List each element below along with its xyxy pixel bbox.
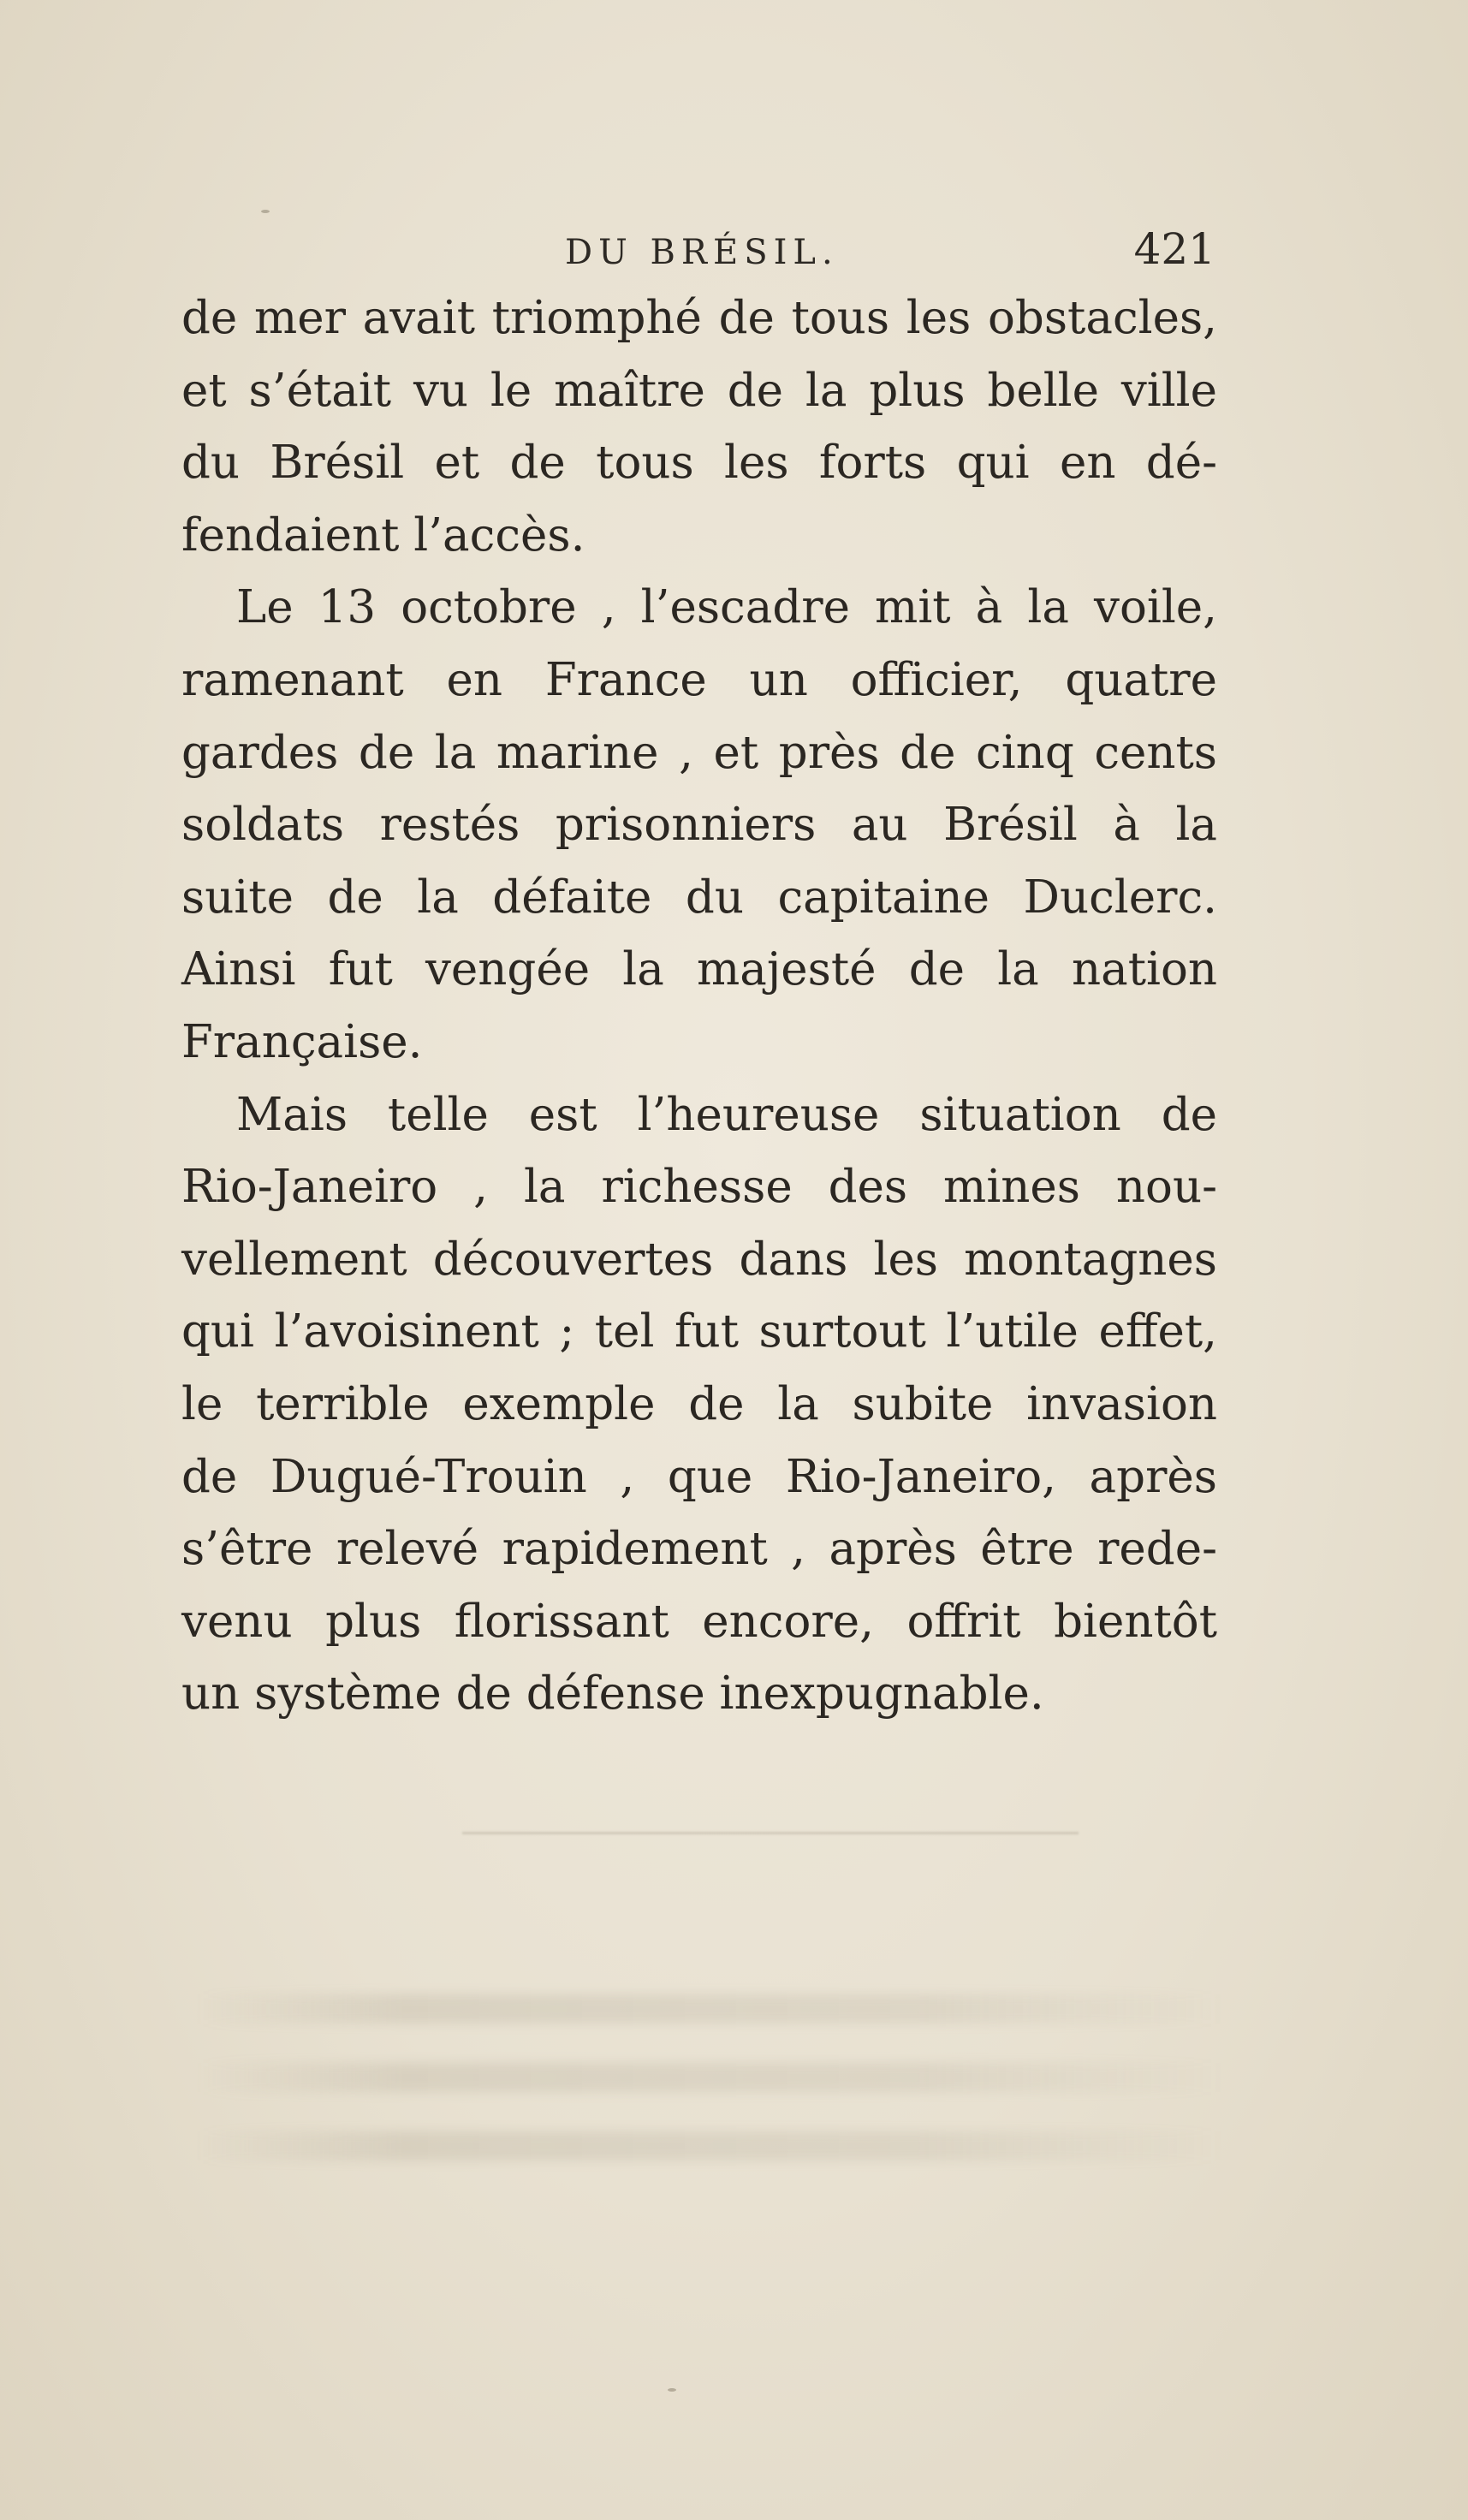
text-line: Rio-Janeiro , la richesse des mines nou-	[181, 1161, 1217, 1214]
text-line: Ainsi fut vengée la majesté de la nation	[181, 943, 1217, 996]
show-through-rule	[462, 1832, 1079, 1834]
paper-speck	[668, 2388, 676, 2392]
text-line: du Brésil et de tous les forts qui en dé-	[181, 437, 1217, 490]
text-line: Française.	[181, 1015, 423, 1068]
text-line: venu plus florissant encore, offrit bientôt	[181, 1595, 1217, 1648]
body-text	[181, 282, 1217, 1731]
text-line: suite de la défaite du capitaine Duclerc.	[181, 871, 1217, 924]
text-line: et s’était vu le maître de la plus belle ville	[181, 364, 1217, 417]
text-line: vellement découvertes dans les montagnes	[181, 1233, 1217, 1286]
running-title: DU BRÉSIL.	[565, 233, 839, 272]
text-line: gardes de la marine , et près de cinq cents	[181, 726, 1217, 779]
text-line: un système de défense inexpugnable.	[181, 1667, 1044, 1721]
show-through-line	[197, 2131, 1224, 2160]
text-line: le terrible exemple de la subite invasion	[181, 1377, 1217, 1430]
text-line: Le 13 octobre , l’escadre mit à la voile,	[236, 581, 1217, 634]
page-number: 421	[1133, 224, 1215, 274]
running-header	[180, 224, 1215, 284]
text-line: soldats restés prisonniers au Brésil à la	[181, 799, 1217, 852]
show-through-line	[197, 2063, 1224, 2092]
text-line: ramenant en France un officier, quatre	[181, 653, 1217, 706]
paper-speck	[261, 210, 270, 213]
text-line: qui l’avoisinent ; tel fut surtout l’utile effet,	[181, 1305, 1217, 1358]
text-line: de mer avait triomphé de tous les obstacles,	[181, 292, 1217, 344]
text-line: Mais telle est l’heureuse situation de	[236, 1088, 1217, 1141]
show-through-line	[197, 1994, 1224, 2024]
text-line: de Dugué-Trouin , que Rio-Janeiro, après	[181, 1450, 1217, 1503]
text-line: s’être relevé rapidement , après être rede-	[181, 1523, 1217, 1576]
text-line: fendaient l’accès.	[181, 508, 585, 562]
